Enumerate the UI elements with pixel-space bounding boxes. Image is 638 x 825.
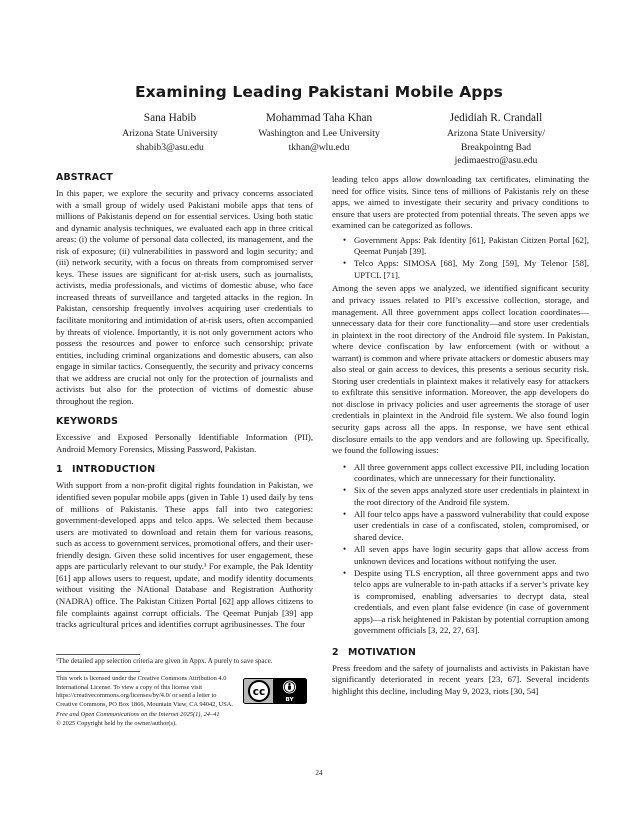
keywords-heading: KEYWORDS — [56, 416, 119, 428]
author-affiliation: Arizona State University — [122, 128, 218, 139]
keywords-text: Excessive and Exposed Personally Identifiable Information (PII), Android Memory Forensics, Missing Password, Pakistan. — [56, 432, 313, 454]
abstract-text: In this paper, we explore the security and privacy concerns associated with a small group of widely used Pakistani mobile apps that tens of millions of Pakistanis depend on for essential services. Using both static and dynamic analysis techniques, we evaluated each app in three critical areas: (i) the volume of personal data collected, its management, and the risk of exposure; (ii) vulnerabilities in password and login security; and (iii) network security, with a focus on threats from compromised server keys. These issues are significant for at-risk users, such as journalists, activists, media professionals, and victims of domestic abuse, who face increased threats of surveillance and targeted attacks in the region. In Pakistan, censorship frequently involves acquiring user credentials to facilitate monitoring and intimidation of at-risk users, often accompanied by threats of violence. Importantly, it is not only government actors who possess the resources and power to enforce such censorship; private entities, including criminal organizations and domestic abusers, can also engage in similar tactics. Consequently, the security and privacy concerns that we address are crucial not only for the protection of journalists and activists but also for the protection of victims of domestic abuse throughout the region. — [56, 188, 313, 406]
list-item: • Telco Apps: SIMOSA [68], My Zong [59], My Telenor [58], UPTCL [71]. — [354, 258, 589, 281]
author-affiliation-secondary: Breakpointng Bad — [460, 141, 532, 153]
copyright-notice: © 2025 Copyright held by the owner/author(s). — [56, 719, 177, 727]
findings-list — [332, 462, 589, 637]
section-number: 1 — [56, 464, 63, 476]
introduction-text: With support from a non-profit digital rights foundation in Pakistan, we identified seven popular mobile apps (given in Table 1) used daily by tens of millions of Pakistanis. These apps fall into two categories: government-developed apps and telco apps. We selected them because users are motivated to download and retain them for various reasons, such as access to government services, promotional offers, and their user-friendly design. Given these solid incentives for user engagement, these apps are particularly relevant to our study.¹ For example, the Pak Identity [61] app allows users to request, update, and modify identity documents without visiting the NAtional Database and Registration Authority (NADRA) office. The Pakistan Citizen Portal [62] app allows citizens to file complaints against corrupt officials. The Qeemat Punjab [39] app tracks agricultural prices and identifies corrupt agribusinesses. The four — [56, 480, 313, 630]
license-footer — [56, 711, 313, 728]
author-affiliation: Washington and Lee University — [258, 128, 380, 139]
by-attribution-icon: BY — [285, 697, 294, 704]
license-notice: This work is licensed under the Creative Commons Attribution 4.0 International License. To view a copy of this license visit https://creativecommons.org/licenses/by/4.0/ or send a letter to Creative Commons, PO Box 1866, Mountain View, CA 94042, USA. — [56, 675, 233, 709]
footnote-divider — [56, 654, 140, 655]
section-number: 2 — [332, 646, 339, 658]
introduction-heading — [56, 464, 313, 476]
right-column — [332, 174, 589, 697]
author-email: shabib3@asu.edu — [136, 141, 204, 153]
journal-citation: Free and Open Communications on the Internet 2025(1), 24–41 — [56, 711, 220, 718]
paper-title: Examining Leading Pakistani Mobile Apps — [134, 83, 504, 101]
footnote: ¹The detailed app selection criteria are given in Appx. A purely to save space. — [56, 657, 273, 665]
author-email: jedimaestro@asu.edu — [454, 155, 538, 167]
author-block — [219, 110, 419, 154]
findings-intro-text: Among the seven apps we analyzed, we identified significant security and privacy issues related to PII’s excessive collection, storage, and management. All three government apps collect location coordinates—unnecessary data for their core functionality—and store user credentials in plaintext in the root directory of the Android file system. In Pakistan, where device confiscation by law enforcement (with or without a warrant) is common and where private attackers or domestic abusers may also steal or gain access to devices, this presents a serious security risk. Storing user credentials in plaintext makes it relatively easy for attackers to exfiltrate this sensitive information. Moreover, the app developers do not disclose in privacy policies and user agreements the storage of user credentials in plaintext in the Android file system. We also found login security gaps across all the apps. In response, we have sent ethical disclosure emails to the app vendors and are following up. Specifically, we found the following issues: — [332, 283, 589, 456]
author-email: tkhan@wlu.edu — [288, 141, 350, 153]
section-title: MOTIVATION — [348, 646, 417, 658]
author-name: Mohammad Taha Khan — [265, 112, 373, 124]
cc-by-license-badge — [243, 678, 307, 704]
author-name: Sana Habib — [143, 112, 197, 124]
cc-icon: cc — [252, 686, 266, 698]
section-title: INTRODUCTION — [72, 464, 156, 476]
abstract-heading: ABSTRACT — [56, 172, 113, 183]
introduction-continued-text: leading telco apps allow downloading tax certificates, eliminating the need for office visits. Since tens of millions of Pakistanis rely on these apps, we aimed to investigate their security and privacy conditions to ensure that users are protected from potential threats. The seven apps we examined can be categorized as follows. — [332, 174, 589, 231]
left-column — [56, 172, 313, 631]
list-item: • All four telco apps have a password vulnerability that could expose user credentials in case of a confiscated, stolen, compromised, or shared device. — [354, 509, 589, 544]
list-item: • Government Apps: Pak Identity [61], Pakistan Citizen Portal [62], Qeemat Punjab [39]. — [354, 235, 589, 258]
app-category-list — [332, 235, 589, 282]
license-divider — [56, 671, 140, 672]
list-item: • All three government apps collect excessive PII, including location coordinates, which are unnecessary for their functionality. — [354, 462, 589, 485]
list-item: • All seven apps have login security gaps that allow access from unknown devices and locations without notifying the user. — [354, 544, 589, 567]
page-number: 24 — [315, 769, 323, 777]
motivation-text: Press freedom and the safety of journalists and activists in Pakistan have significantly deteriorated in recent years [23, 67]. Several incidents highlight this decline, including May 9, 2023, riots [30, 54] — [332, 662, 589, 696]
author-name: Jedidiah R. Crandall — [449, 112, 543, 124]
list-item: • Six of the seven apps analyzed store user credentials in plaintext in the root directory of the Android file system. — [354, 485, 589, 508]
list-item: • Despite using TLS encryption, all three government apps and two telco apps are vulnerable to in-path attacks if a server’s private key is compromised, enabling adversaries to decrypt data, steal credentials, and even plant false evidence (in case of government apps)—a risk heightened in Pakistan by potential corruption among government officials [3, 22, 27, 63]. — [354, 568, 589, 637]
author-block — [396, 110, 596, 168]
author-affiliation: Arizona State University/ — [446, 128, 546, 139]
motivation-heading — [332, 647, 589, 659]
